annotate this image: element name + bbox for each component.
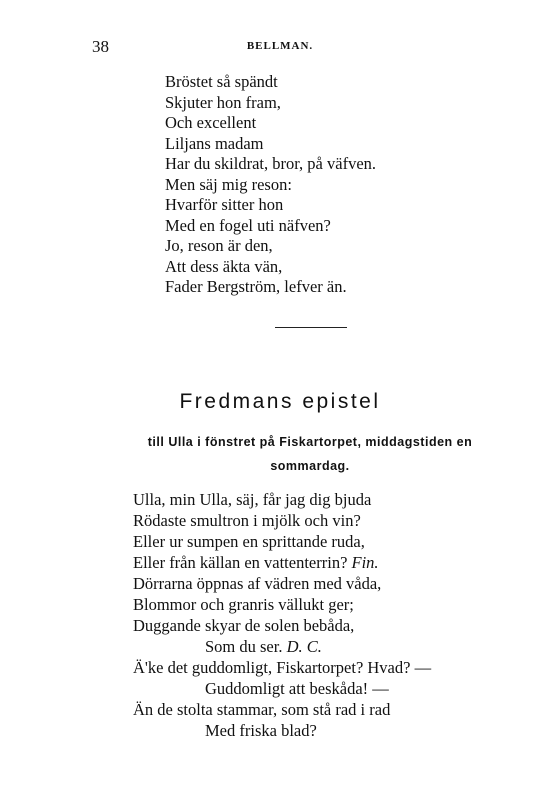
verse-line: Blommor och granris vällukt ger; [133,595,354,614]
verse-line: Duggande skyar de solen bebåda, [133,616,355,635]
verse-line: Guddomligt att beskåda! — [205,679,389,698]
page-number: 38 [92,37,109,56]
section-title: Fredmans epistel [179,390,381,413]
subtitle-line: till Ulla i fönstret på Fiskartorpet, middagstiden en [147,435,473,449]
verse-line: Skjuter hon fram, [165,92,281,112]
verse-line [133,636,431,657]
verse-line: Bröstet så spändt [165,72,278,91]
verse-line: Fader Bergström, lefver än. [165,277,347,296]
verse-line: Jo, reson är den, [165,236,273,255]
verse-line: Dörrarna öppnas af vädren med våda, [133,574,382,593]
verse-line: Rödaste smultron i mjölk och vin? [133,511,361,530]
verse-line: Eller ur sumpen en sprittande ruda, [133,532,365,551]
verse-line: Ulla, min Ulla, säj, får jag dig bjuda [133,490,372,509]
verse-text: Som du ser. [205,637,283,656]
verse-text: Eller från källan en vattenterrin? [133,553,348,572]
section-subtitle [130,430,490,478]
running-title: BELLMAN. [246,40,314,52]
verse-line: Men säj mig reson: [165,174,292,194]
music-mark-dc: D. C. [286,637,322,656]
poem-body [133,489,431,741]
music-mark-fin: Fin. [351,553,379,572]
verse-line: Med friska blad? [205,721,317,740]
section-divider [275,327,347,328]
verse-line: Hvarför sitter hon [165,195,284,214]
verse-line: Med en fogel uti näfven? [165,215,331,235]
verse-line: Än de stolta stammar, som stå rad i rad [133,700,391,719]
verse-line: Och excellent [165,113,257,132]
subtitle-line: sommardag. [270,459,350,473]
verse-line: Att dess äkta vän, [165,256,283,276]
stanza-continued [165,72,376,298]
verse-line: Har du skildrat, bror, på väfven. [165,154,377,173]
verse-line [133,552,431,573]
verse-line: Ä'ke det guddomligt, Fiskartorpet? Hvad? — [133,658,432,677]
verse-line: Liljans madam [165,133,264,153]
